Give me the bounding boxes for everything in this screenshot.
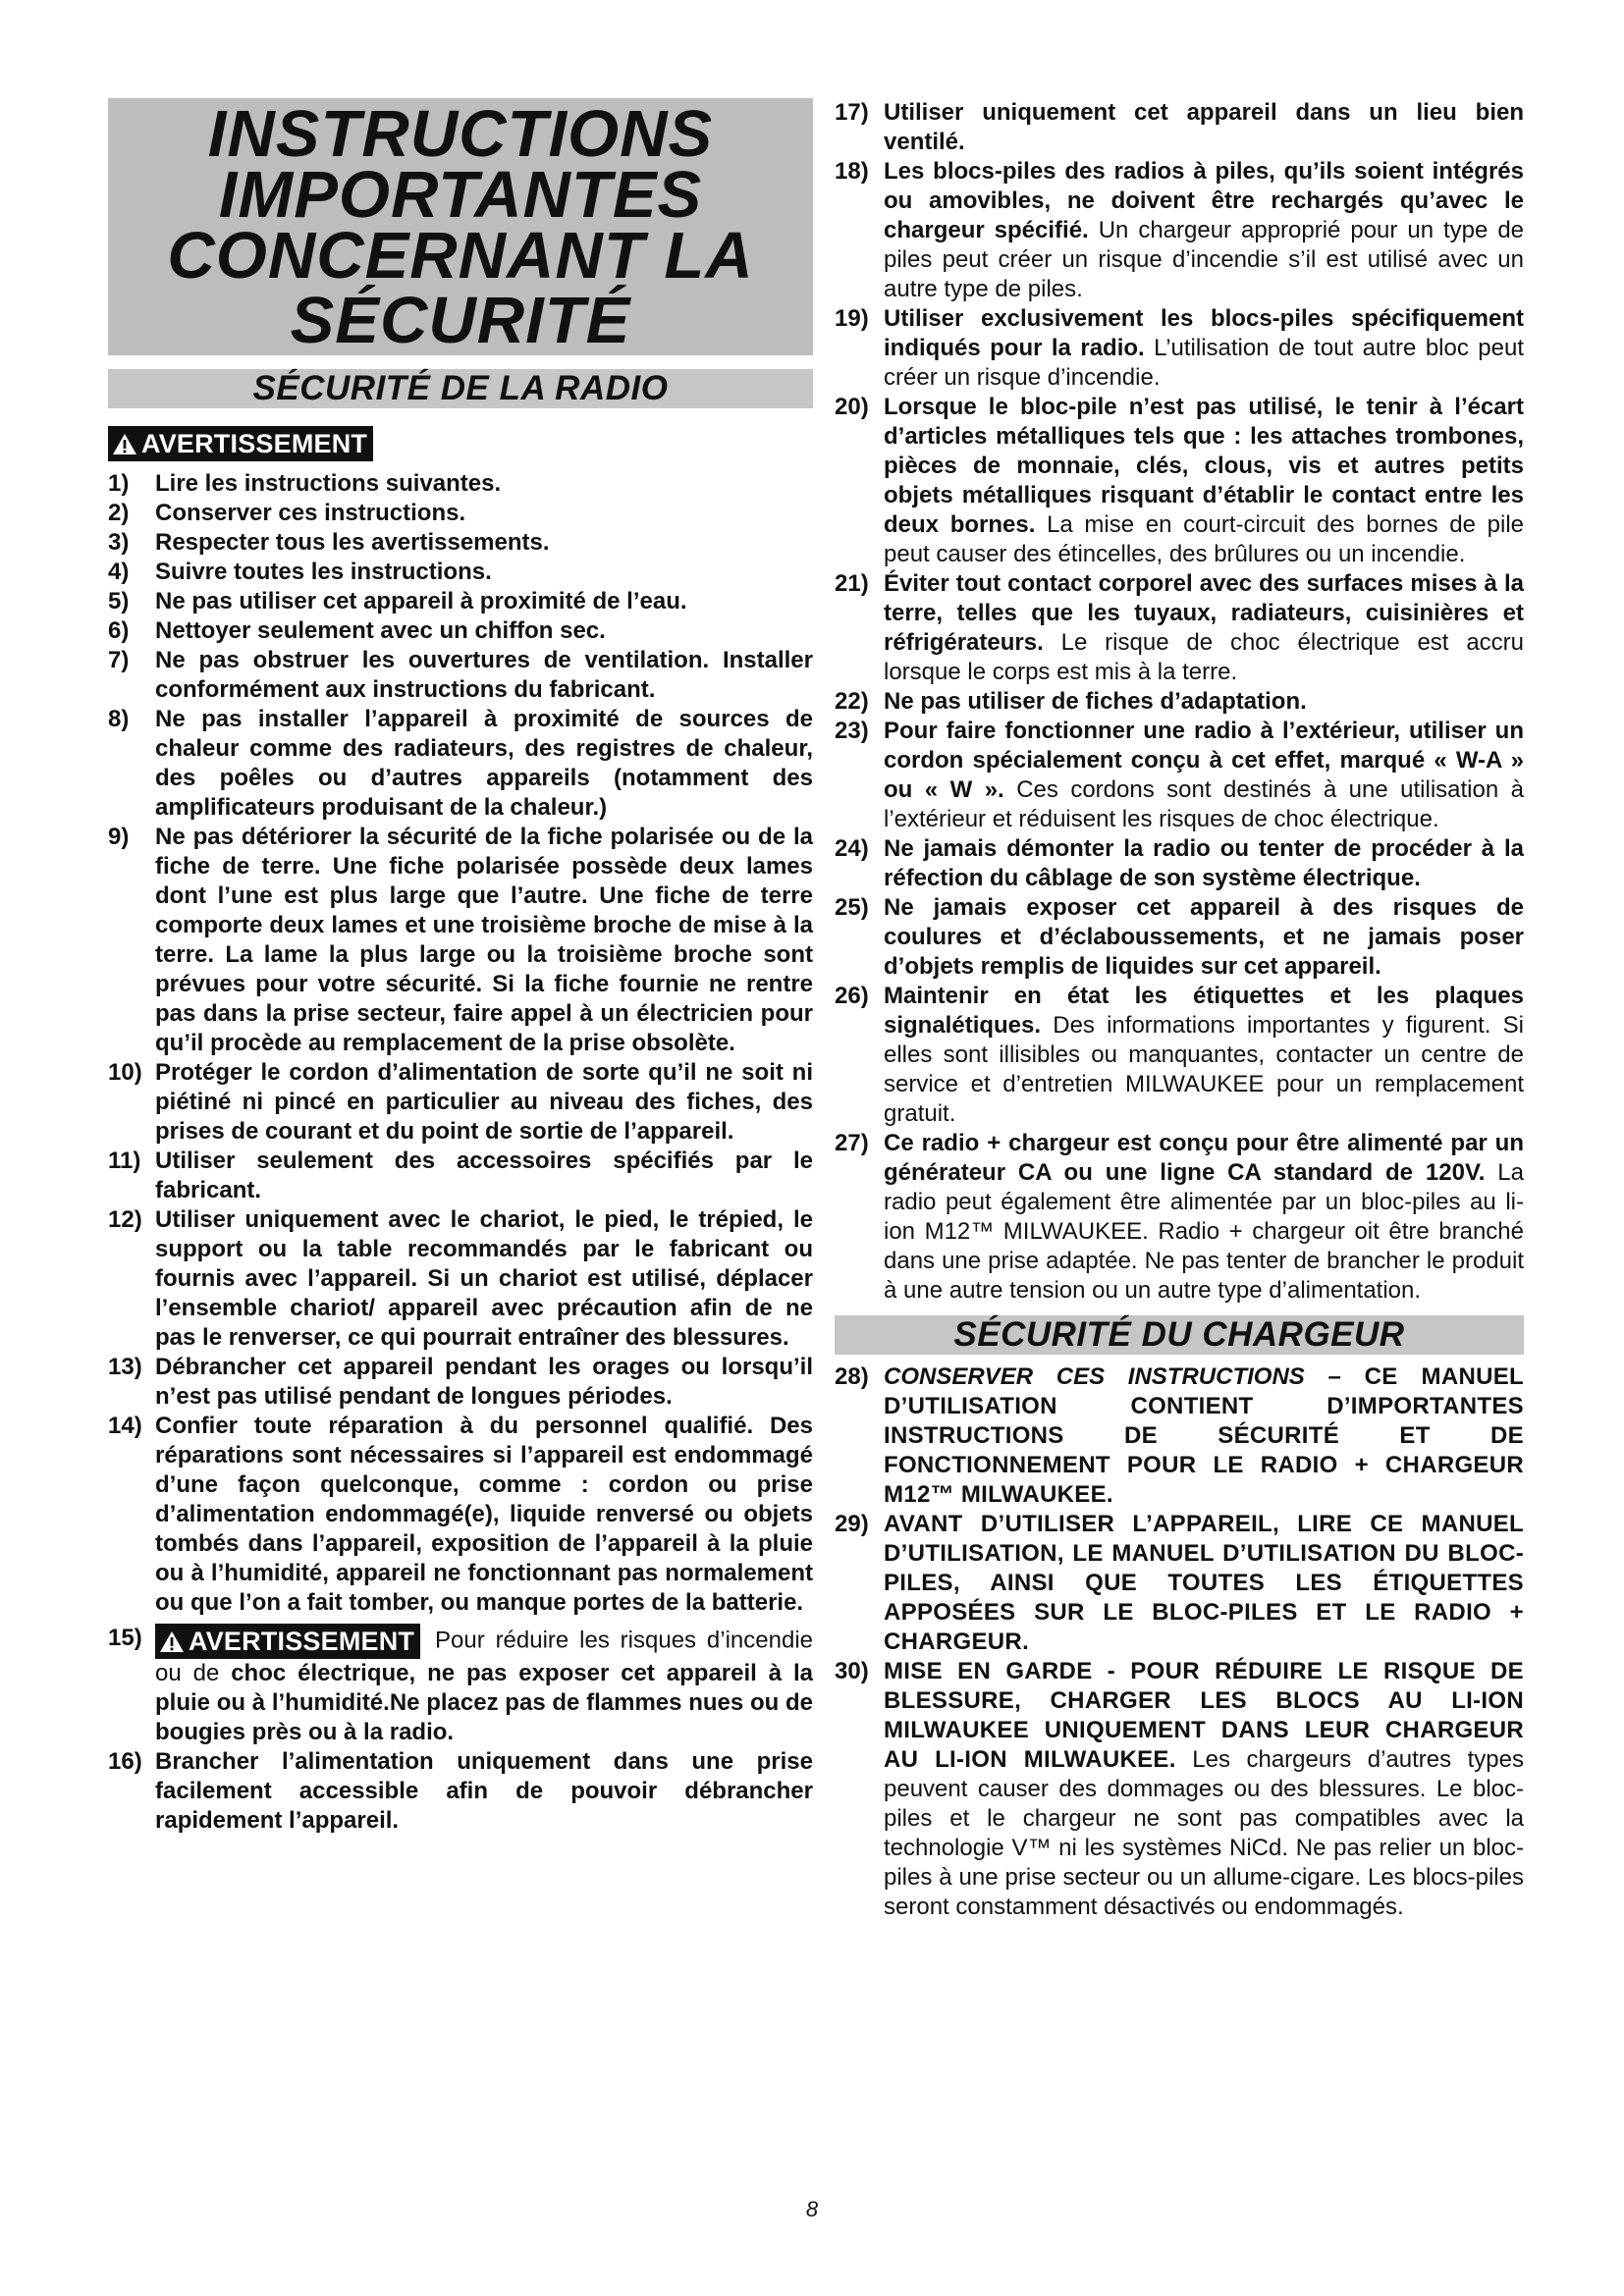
list-item: [108, 1747, 813, 1836]
list-item: [835, 1657, 1524, 1922]
item-number: 5): [108, 588, 130, 614]
item-number: 3): [108, 529, 130, 556]
item-number: 20): [835, 394, 869, 420]
left-column: [108, 98, 813, 1836]
item-number: 13): [108, 1354, 142, 1380]
item-number: 9): [108, 824, 130, 850]
radio-safety-list: [108, 469, 813, 1836]
title-line: IMPORTANTES: [218, 158, 703, 232]
right-column: [835, 98, 1524, 1922]
warning-triangle-icon: [159, 1630, 185, 1653]
item-text: La mise en court-circuit des bornes de pile peut causer des étincelles, des brûlures ou un incendie.: [884, 511, 1525, 567]
item-bold-text: Ce radio + chargeur est conçu pour être alimenté par un générateur CA ou une ligne CA standard de 120V.: [884, 1130, 1524, 1186]
item-number: 30): [835, 1658, 869, 1684]
list-item-warning: [108, 1624, 813, 1747]
item-bold-text: Ne pas utiliser de fiches d’adaptation.: [884, 688, 1307, 715]
item-bold-text: Ne jamais exposer cet appareil à des risques de coulures et d’éclaboussements, et ne jamais poser d’objets remplis de liquides sur cet appareil.: [884, 894, 1524, 980]
list-item: [108, 705, 813, 823]
list-item: [835, 1129, 1524, 1306]
item-bold-text: Utiliser exclusivement les blocs-piles spécifiquement indiqués pour la radio.: [884, 305, 1524, 361]
item-text: Ces cordons sont destinés à une utilisation à l’extérieur et réduisent les risques de choc électrique.: [884, 776, 1525, 832]
item-text: Un chargeur approprié pour un type de piles peut créer un risque d’incendie s’il est utilisé avec un autre type de piles.: [884, 217, 1525, 302]
item-number: 7): [108, 647, 130, 673]
item-text: Respecter tous les avertissements.: [155, 529, 550, 556]
list-item: [108, 823, 813, 1058]
item-number: 23): [835, 718, 869, 744]
item-text: Ne pas utiliser cet appareil à proximité de l’eau.: [155, 588, 687, 614]
item-lead-text: Pour réduire les risques d’incendie ou de: [155, 1627, 814, 1686]
radio-safety-list-continued: [835, 98, 1524, 1306]
item-text: L’utilisation de tout autre bloc peut créer un risque d’incendie.: [884, 335, 1525, 391]
item-number: 10): [108, 1059, 142, 1086]
inline-warning-badge: [155, 1624, 420, 1659]
warning-label: AVERTISSEMENT: [141, 429, 368, 458]
item-number: 19): [835, 305, 869, 332]
item-number: 24): [835, 835, 869, 862]
item-number: 18): [835, 158, 869, 185]
list-item: [835, 1510, 1524, 1657]
item-number: 26): [835, 983, 869, 1009]
list-item: [108, 558, 813, 587]
item-number: 4): [108, 559, 130, 585]
list-item: [835, 893, 1524, 982]
item-text: Ne pas installer l’appareil à proximité de sources de chaleur comme des radiateurs, des registres de chaleur, des poêles ou d’autres appareils (notamment des amplificateurs produisant de la chaleur.): [155, 706, 813, 821]
item-bold-text: Utiliser uniquement cet appareil dans un lieu bien ventilé.: [884, 99, 1524, 155]
warning-badge: [108, 426, 373, 461]
warning-header: [108, 426, 813, 461]
list-item: [835, 1362, 1524, 1510]
item-text: Brancher l’alimentation uniquement dans une prise facilement accessible afin de pouvoir débrancher rapidement l’appareil.: [155, 1748, 813, 1834]
title-line: CONCERNANT LA: [167, 219, 754, 293]
item-text: Utiliser seulement des accessoires spécifiés par le fabricant.: [155, 1148, 813, 1203]
item-text: Des informations importantes y figurent. Si elles sont illisibles ou manquantes, contacter un centre de service et d’entretien MILWAUKEE pour un remplacement gratuit.: [884, 1012, 1524, 1127]
item-italic-text: CONSERVER CES INSTRUCTIONS –: [884, 1363, 1341, 1390]
item-number: 2): [108, 500, 130, 526]
list-item: [108, 1353, 813, 1412]
item-bold-text: AVANT D’UTILISER L’APPAREIL, LIRE CE MANUEL D’UTILISATION, LE MANUEL D’UTILISATION DU BLOC-PILES, AINSI QUE TOUTES LES ÉTIQUETTES APPOSÉES SUR LE BLOC-PILES ET LE RADIO + CHARGEUR.: [884, 1511, 1524, 1655]
item-text: Utiliser uniquement avec le chariot, le pied, le trépied, le support ou la table recommandés par le fabricant ou fournis avec l’appareil. Si un chariot est utilisé, déplacer l’ensemble chariot/ appareil avec précaution afin de ne pas le renverser, ce qui pourrait entraîner des blessures.: [155, 1206, 813, 1351]
warning-label: AVERTISSEMENT: [189, 1627, 415, 1656]
list-item: [108, 616, 813, 646]
item-text: Confier toute réparation à du personnel qualifié. Des réparations sont nécessaires si l’appareil est endommagé d’une façon quelconque, comme : cordon ou prise d’alimentation endommagé(e), liquide renversé ou objets tombés dans l’appareil, exposition de l’appareil à la pluie ou à l’humidité, appareil ne fonctionnant pas normalement ou que l’on a fait tomber, ou manque portes de la batterie.: [155, 1413, 813, 1616]
list-item: [108, 1205, 813, 1353]
safety-title-box: [108, 98, 813, 355]
item-number: 21): [835, 570, 869, 597]
item-number: 14): [108, 1413, 142, 1439]
list-item: [835, 304, 1524, 393]
item-bold-text: Ne jamais démonter la radio ou tenter de procéder à la réfection du câblage de son système électrique.: [884, 835, 1524, 891]
list-item: [835, 393, 1524, 569]
item-bold-text: Les blocs-piles des radios à piles, qu’ils soient intégrés ou amovibles, ne doivent être rechargés qu’avec le chargeur spécifié.: [884, 158, 1524, 243]
list-item: [108, 1058, 813, 1147]
list-item: [835, 834, 1524, 893]
item-number: 11): [108, 1148, 141, 1174]
list-item: [835, 982, 1524, 1129]
list-item: [835, 157, 1524, 304]
list-item: [108, 1412, 813, 1618]
item-bold-text: Éviter tout contact corporel avec des surfaces mises à la terre, telles que les tuyaux, radiateurs, cuisinières et réfrigérateurs.: [884, 570, 1524, 656]
item-bold-text: MISE EN GARDE - POUR RÉDUIRE LE RISQUE DE BLESSURE, CHARGER LES BLOCS AU LI-ION MILWAUKEE UNIQUEMENT DANS LEUR CHARGEUR AU LI-ION MILWAUKEE.: [884, 1658, 1524, 1773]
charger-safety-list: [835, 1362, 1524, 1922]
list-item: [835, 98, 1524, 157]
radio-safety-heading: SÉCURITÉ DE LA RADIO: [108, 369, 813, 408]
item-text: Conserver ces instructions.: [155, 500, 466, 526]
item-text: Ne pas obstruer les ouvertures de ventilation. Installer conformément aux instructions du fabricant.: [155, 647, 813, 703]
item-number: 29): [835, 1511, 869, 1537]
item-bold-text: Pour faire fonctionner une radio à l’extérieur, utiliser un cordon spécialement conçu à cet effet, marqué « W-A » ou « W ».: [884, 718, 1524, 803]
list-item: [108, 469, 813, 499]
item-number: 16): [108, 1748, 142, 1775]
item-text: Les chargeurs d’autres types peuvent causer des dommages ou des blessures. Le bloc-piles et le chargeur ne sont pas compatibles avec la technologie V™ ni les systèmes NiCd. Ne pas relier un bloc-piles à une prise secteur ou un allume-cigare. Les blocs-piles seront constamment désactivés ou endommagés.: [884, 1746, 1524, 1920]
item-number: 27): [835, 1130, 869, 1156]
item-number: 25): [835, 894, 869, 921]
item-text: Nettoyer seulement avec un chiffon sec.: [155, 617, 606, 644]
item-text: Protéger le cordon d’alimentation de sorte qu’il ne soit ni piétiné ni pincé en particulier au niveau des fiches, des prises de courant et du point de sortie de l’appareil.: [155, 1059, 813, 1145]
item-number: 28): [835, 1363, 869, 1390]
charger-safety-heading: SÉCURITÉ DU CHARGEUR: [835, 1315, 1524, 1355]
item-text: choc électrique, ne pas exposer cet appareil à la pluie ou à l’humidité.Ne placez pas de flammes nues ou de bougies près ou à la radio.: [155, 1660, 813, 1745]
list-item: [108, 499, 813, 528]
item-number: 12): [108, 1206, 142, 1233]
item-number: 22): [835, 688, 869, 715]
item-text: Suivre toutes les instructions.: [155, 559, 492, 585]
item-text: La radio peut également être alimentée par un bloc-piles au li-ion M12™ MILWAUKEE. Radio + chargeur oit être branché dans une prise adaptée. Ne pas tenter de brancher le produit à une autre tension ou un autre type d’alimentation.: [884, 1159, 1524, 1304]
item-bold-text: Lorsque le bloc-pile n’est pas utilisé, le tenir à l’écart d’articles métalliques tels que : les attaches trombones, pièces de monnaie, clés, clous, vis et autres petits objets métalliques risquant d’établir le contact entre les deux bornes.: [884, 394, 1524, 538]
list-item: [835, 569, 1524, 687]
page-number: 8: [805, 2197, 819, 2221]
item-text: Ne pas détériorer la sécurité de la fiche polarisée ou de la fiche de terre. Une fiche polarisée possède deux lames dont l’une est plus large que l’autre. Une fiche de terre comporte deux lames et une troisième broche de mise à la terre. La lame la plus large ou la troisième broche sont prévues pour votre sécurité. Si la fiche fournie ne rentre pas dans la prise secteur, faire appel à un électricien pour qu’il procède au remplacement de la prise obsolète.: [155, 824, 813, 1056]
title-line: INSTRUCTIONS: [207, 97, 714, 171]
item-bold-text: Maintenir en état les étiquettes et les plaques signalétiques.: [884, 983, 1524, 1039]
list-item: [108, 528, 813, 558]
item-number: 8): [108, 706, 130, 732]
item-text: Lire les instructions suivantes.: [155, 470, 502, 497]
title-line: SÉCURITÉ: [290, 284, 631, 357]
list-item: [108, 646, 813, 705]
item-number: 15): [108, 1625, 142, 1651]
list-item: [108, 587, 813, 616]
item-bold-text: CE MANUEL D’UTILISATION CONTIENT D’IMPORTANTES INSTRUCTIONS DE SÉCURITÉ ET DE FONCTIONNEMENT POUR LE RADIO + CHARGEUR M12™ MILWAUKEE.: [884, 1363, 1524, 1508]
list-item: [835, 687, 1524, 717]
item-text: Le risque de choc électrique est accru lorsque le corps est mis à la terre.: [884, 629, 1525, 685]
item-text: Débrancher cet appareil pendant les orages ou lorsqu’il n’est pas utilisé pendant de longues périodes.: [155, 1354, 813, 1410]
list-item: [108, 1147, 813, 1205]
list-item: [835, 717, 1524, 834]
warning-triangle-icon: [112, 433, 137, 455]
item-number: 1): [108, 470, 130, 497]
item-number: 17): [835, 99, 869, 126]
item-number: 6): [108, 617, 130, 644]
